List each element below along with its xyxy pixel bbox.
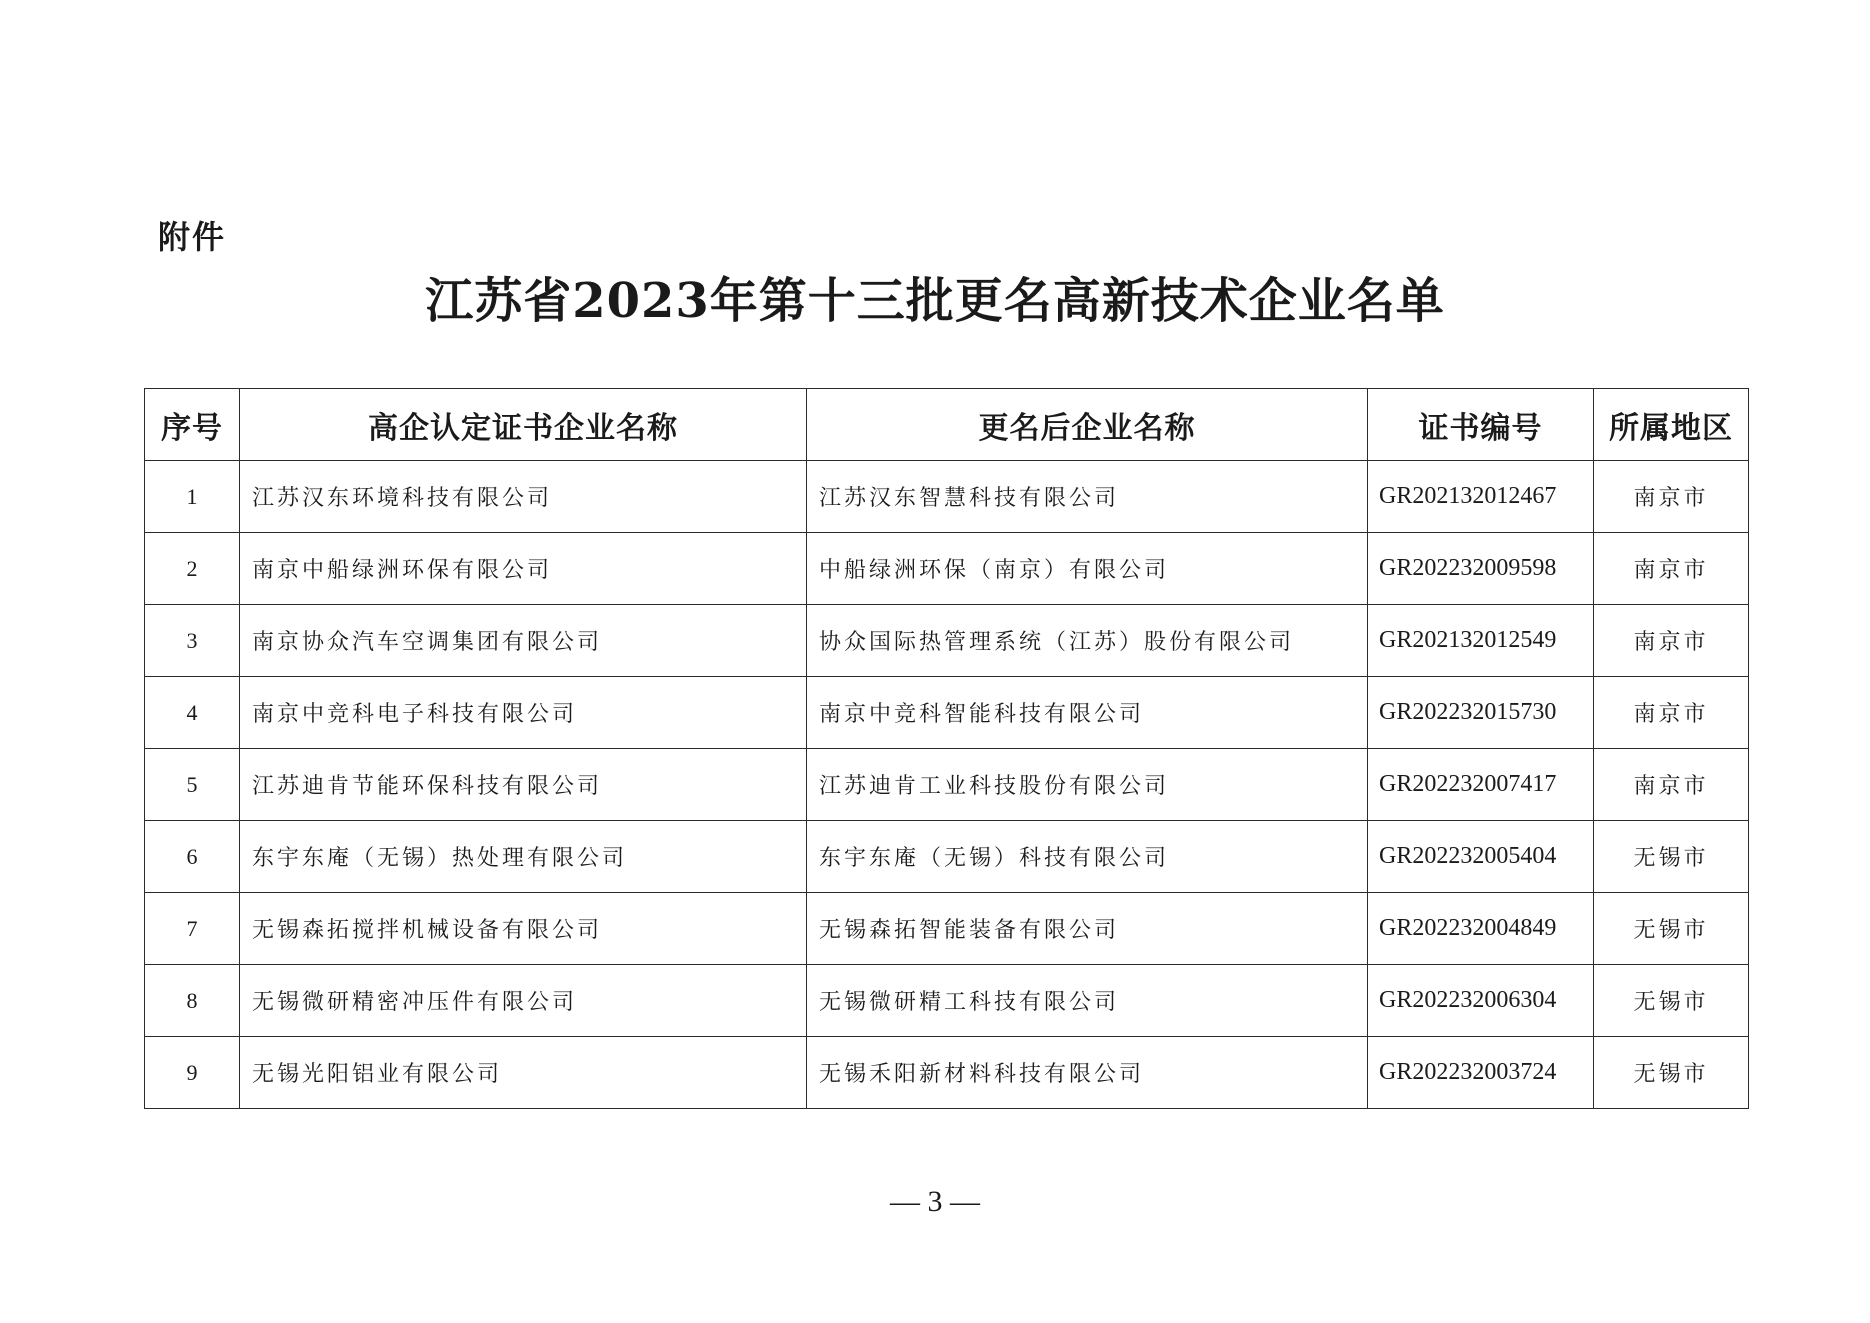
cell-no: 4 bbox=[145, 677, 240, 749]
table-row bbox=[145, 965, 1749, 1037]
cell-new-name: 无锡禾阳新材料科技有限公司 bbox=[807, 1037, 1368, 1109]
cell-new-name: 中船绿洲环保（南京）有限公司 bbox=[807, 533, 1368, 605]
table-row bbox=[145, 677, 1749, 749]
header-old-name: 高企认定证书企业名称 bbox=[240, 389, 807, 461]
cell-cert-no: GR202232003724 bbox=[1368, 1037, 1594, 1109]
cell-region: 南京市 bbox=[1594, 461, 1749, 533]
cell-region: 无锡市 bbox=[1594, 1037, 1749, 1109]
cell-old-name: 江苏汉东环境科技有限公司 bbox=[240, 461, 807, 533]
header-region: 所属地区 bbox=[1594, 389, 1749, 461]
header-no: 序号 bbox=[145, 389, 240, 461]
cell-region: 南京市 bbox=[1594, 605, 1749, 677]
page-number: — 3 — bbox=[890, 1185, 980, 1218]
cell-cert-no: GR202232015730 bbox=[1368, 677, 1594, 749]
cell-old-name: 南京协众汽车空调集团有限公司 bbox=[240, 605, 807, 677]
attachment-label: 附件 bbox=[158, 218, 227, 256]
table-row bbox=[145, 461, 1749, 533]
cell-no: 7 bbox=[145, 893, 240, 965]
table-row bbox=[145, 605, 1749, 677]
cell-no: 8 bbox=[145, 965, 240, 1037]
cell-old-name: 南京中竞科电子科技有限公司 bbox=[240, 677, 807, 749]
cell-region: 南京市 bbox=[1594, 677, 1749, 749]
renamed-enterprise-table bbox=[144, 388, 1749, 1109]
cell-old-name: 无锡微研精密冲压件有限公司 bbox=[240, 965, 807, 1037]
cell-region: 南京市 bbox=[1594, 533, 1749, 605]
cell-old-name: 南京中船绿洲环保有限公司 bbox=[240, 533, 807, 605]
table-row bbox=[145, 893, 1749, 965]
cell-region: 无锡市 bbox=[1594, 965, 1749, 1037]
cell-old-name: 无锡森拓搅拌机械设备有限公司 bbox=[240, 893, 807, 965]
cell-no: 1 bbox=[145, 461, 240, 533]
cell-cert-no: GR202132012549 bbox=[1368, 605, 1594, 677]
cell-cert-no: GR202232005404 bbox=[1368, 821, 1594, 893]
header-new-name: 更名后企业名称 bbox=[807, 389, 1368, 461]
table-row bbox=[145, 1037, 1749, 1109]
cell-old-name: 江苏迪肯节能环保科技有限公司 bbox=[240, 749, 807, 821]
cell-no: 6 bbox=[145, 821, 240, 893]
header-cert-no: 证书编号 bbox=[1368, 389, 1594, 461]
cell-cert-no: GR202132012467 bbox=[1368, 461, 1594, 533]
cell-cert-no: GR202232009598 bbox=[1368, 533, 1594, 605]
document-title: 江苏省2023年第十三批更名高新技术企业名单 bbox=[425, 273, 1445, 329]
cell-old-name: 东宇东庵（无锡）热处理有限公司 bbox=[240, 821, 807, 893]
table-row bbox=[145, 821, 1749, 893]
cell-no: 9 bbox=[145, 1037, 240, 1109]
cell-no: 2 bbox=[145, 533, 240, 605]
cell-new-name: 南京中竞科智能科技有限公司 bbox=[807, 677, 1368, 749]
cell-region: 无锡市 bbox=[1594, 893, 1749, 965]
table-row bbox=[145, 533, 1749, 605]
cell-new-name: 江苏汉东智慧科技有限公司 bbox=[807, 461, 1368, 533]
table-body bbox=[145, 461, 1749, 1109]
cell-new-name: 协众国际热管理系统（江苏）股份有限公司 bbox=[807, 605, 1368, 677]
table-row bbox=[145, 749, 1749, 821]
cell-new-name: 无锡森拓智能装备有限公司 bbox=[807, 893, 1368, 965]
cell-new-name: 东宇东庵（无锡）科技有限公司 bbox=[807, 821, 1368, 893]
cell-old-name: 无锡光阳铝业有限公司 bbox=[240, 1037, 807, 1109]
cell-region: 无锡市 bbox=[1594, 821, 1749, 893]
cell-cert-no: GR202232007417 bbox=[1368, 749, 1594, 821]
table-header-row bbox=[145, 389, 1749, 461]
cell-cert-no: GR202232006304 bbox=[1368, 965, 1594, 1037]
cell-new-name: 无锡微研精工科技有限公司 bbox=[807, 965, 1368, 1037]
cell-region: 南京市 bbox=[1594, 749, 1749, 821]
cell-cert-no: GR202232004849 bbox=[1368, 893, 1594, 965]
cell-new-name: 江苏迪肯工业科技股份有限公司 bbox=[807, 749, 1368, 821]
cell-no: 3 bbox=[145, 605, 240, 677]
cell-no: 5 bbox=[145, 749, 240, 821]
